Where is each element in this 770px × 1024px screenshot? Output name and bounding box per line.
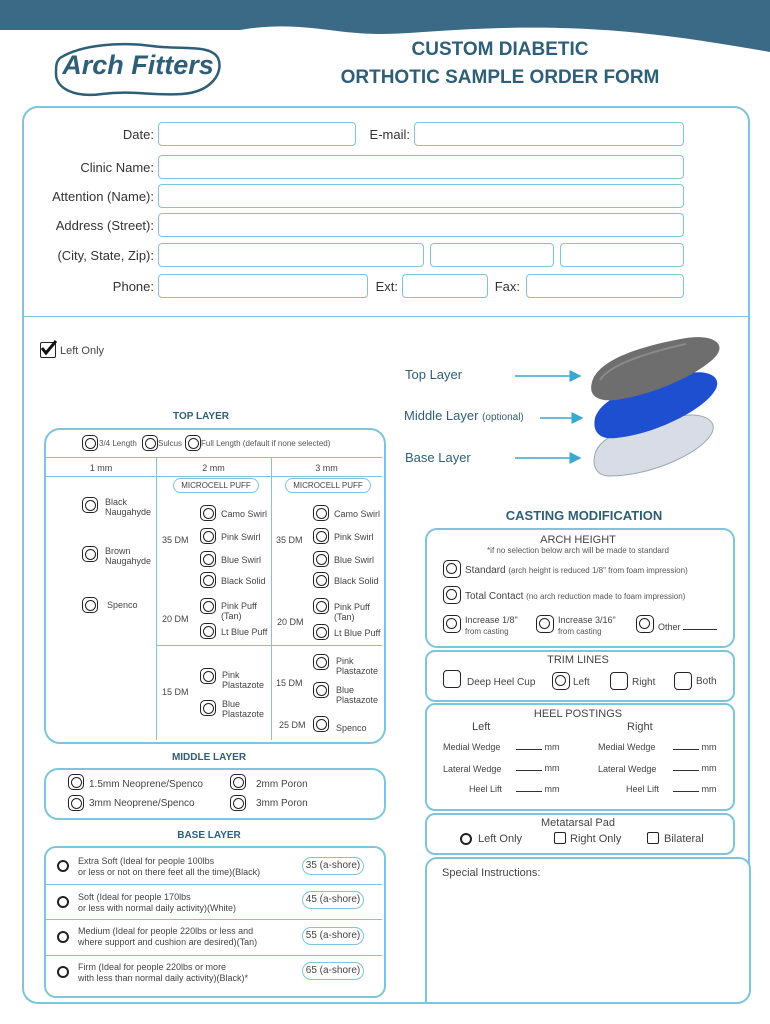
col-2mm: 2 mm: [202, 463, 225, 473]
increase-1-8-line2: from casting: [465, 627, 509, 636]
soft-line1: Soft (Ideal for people 170lbs: [78, 892, 191, 902]
metatarsal-left-only-label: Left Only: [478, 833, 523, 845]
pink-puff-2mm-label: Pink Puff (Tan): [221, 601, 257, 621]
lateral-wedge-right-label: Lateral Wedge: [598, 764, 657, 774]
ext-label: Ext:: [375, 279, 398, 294]
col-3mm: 3 mm: [315, 463, 338, 473]
metatarsal-right-only-label: Right Only: [570, 833, 622, 845]
extra-soft-label: [78, 856, 298, 878]
poron-3mm-radio[interactable]: [230, 795, 246, 811]
pink-swirl-2mm-radio[interactable]: [200, 528, 216, 544]
increase-3-16-radio[interactable]: [536, 615, 554, 633]
extra-soft-line2: or less or not on there feet all the time)(Black): [78, 867, 261, 877]
medium-shore: 55 (a-shore): [302, 927, 364, 945]
deep-heel-cup-checkbox[interactable]: [443, 670, 461, 688]
pink-puff-3mm-label: Pink Puff (Tan): [334, 602, 370, 622]
lateral-wedge-left-label: Lateral Wedge: [443, 764, 502, 774]
casting-title: CASTING MODIFICATION: [505, 508, 663, 523]
metatarsal-bilateral-label: Bilateral: [664, 833, 704, 845]
black-solid-2mm-radio[interactable]: [200, 572, 216, 588]
blue-swirl-2mm-label: Blue Swirl: [221, 555, 262, 565]
arch-height-title: ARCH HEIGHT: [540, 534, 616, 546]
camo-swirl-3mm-label: Camo Swirl: [334, 509, 381, 519]
brown-naugahyde-label: Brown Naugahyde: [105, 546, 152, 566]
heel-lift-right-field[interactable]: [673, 784, 717, 794]
soft-line2: or less with normal daily activity)(White): [78, 903, 237, 913]
lateral-wedge-right-field[interactable]: [673, 763, 717, 773]
metatarsal-left-only-radio[interactable]: [460, 833, 472, 845]
length-full-label: Full Length (default if none selected): [201, 439, 331, 448]
blue-plastazote-2mm-label: Blue Plastazote: [222, 699, 265, 719]
spenco-1mm-label: Spenco: [107, 600, 138, 610]
trim-both-checkbox[interactable]: [674, 672, 692, 690]
microcell-puff-3mm: MICROCELL PUFF: [285, 478, 371, 493]
other-radio[interactable]: [636, 615, 654, 633]
top-grid-line: [271, 457, 272, 740]
special-instructions-label: Special Instructions:: [442, 867, 541, 879]
title-line1: CUSTOM DIABETIC: [411, 39, 589, 60]
extra-soft-line1: Extra Soft (Ideal for people 100lbs: [78, 856, 215, 866]
middle-layer-title: MIDDLE LAYER: [171, 752, 247, 763]
insole-layers-illustration: [470, 330, 730, 480]
address-field[interactable]: [158, 213, 684, 237]
arch-note: *if no selection below arch will be made to standard: [487, 546, 669, 555]
metatarsal-title: Metatarsal Pad: [541, 817, 615, 829]
city-label: (City, State, Zip):: [57, 248, 154, 263]
extra-soft-shore: 35 (a-shore): [302, 857, 364, 875]
base-layer-title: BASE LAYER: [177, 830, 241, 841]
medium-radio[interactable]: [57, 931, 69, 943]
length-3-4-label: 3/4 Length: [99, 439, 137, 448]
blue-plastazote-3mm-label: Blue Plastazote: [336, 685, 379, 705]
heel-lift-left-label: Heel Lift: [469, 784, 503, 794]
length-3-4-radio[interactable]: [82, 435, 98, 451]
dm15-label-3mm: 15 DM: [276, 678, 303, 688]
poron-2mm-label: 2mm Poron: [256, 779, 308, 790]
date-label: Date:: [122, 127, 154, 142]
black-solid-3mm-radio[interactable]: [313, 572, 329, 588]
neoprene-1-5mm-radio[interactable]: [68, 774, 84, 790]
lateral-wedge-left-blank[interactable]: [516, 770, 542, 771]
mm-unit: mm: [701, 742, 717, 752]
dm20-label-2mm: 20 DM: [162, 614, 189, 624]
standard-note: (arch height is reduced 1/8" from foam impression): [508, 566, 688, 575]
total-contact-text: Total Contact: [465, 591, 524, 602]
mm-unit: mm: [544, 784, 560, 794]
pink-puff-3mm-radio[interactable]: [313, 598, 329, 614]
medium-label: [78, 926, 298, 948]
date-field[interactable]: [158, 122, 356, 146]
soft-label: [78, 892, 298, 914]
mm-unit: mm: [701, 763, 717, 773]
mm-unit: mm: [701, 784, 717, 794]
other-label: [658, 622, 717, 632]
top-grid-line: [46, 457, 382, 458]
mm-unit: mm: [544, 763, 560, 773]
checkmark-icon: [40, 339, 58, 357]
medium-line2: where support and cushion are desired)(Tan): [78, 937, 258, 947]
length-sulcus-label: Sulcus: [158, 439, 183, 448]
firm-label: [78, 962, 298, 984]
fax-label: Fax:: [494, 279, 520, 294]
lateral-wedge-right-blank[interactable]: [673, 770, 699, 771]
address-label: Address (Street):: [55, 218, 154, 233]
base-layer-label: Base Layer: [405, 450, 471, 465]
pink-plastazote-3mm-radio[interactable]: [313, 654, 329, 670]
dm35-label-2mm: 35 DM: [162, 535, 189, 545]
medial-wedge-right-label: Medial Wedge: [598, 742, 656, 752]
top-grid-line: [46, 476, 382, 477]
increase-3-16-line1: Increase 3/16": [558, 615, 616, 625]
total-contact-radio[interactable]: [443, 586, 461, 604]
pink-swirl-3mm-radio[interactable]: [313, 528, 329, 544]
middle-layer-text: Middle Layer: [404, 408, 479, 423]
trim-right-checkbox[interactable]: [610, 672, 628, 690]
blue-plastazote-2mm-radio[interactable]: [200, 700, 216, 716]
lateral-wedge-left-field[interactable]: [516, 763, 560, 773]
heel-right-header: Right: [627, 721, 653, 733]
trim-left-label: Left: [573, 677, 590, 688]
poron-3mm-label: 3mm Poron: [256, 798, 308, 809]
medial-wedge-right-field[interactable]: [673, 742, 717, 752]
heel-left-header: Left: [472, 721, 491, 733]
standard-text: Standard: [465, 565, 506, 576]
lt-blue-puff-3mm-label: Lt Blue Puff: [334, 628, 381, 638]
other-blank[interactable]: [683, 629, 717, 630]
pink-plastazote-2mm-radio[interactable]: [200, 668, 216, 684]
lt-blue-puff-2mm-radio[interactable]: [200, 623, 216, 639]
blue-swirl-3mm-radio[interactable]: [313, 551, 329, 567]
trim-right-label: Right: [632, 677, 656, 688]
medial-wedge-left-field[interactable]: [516, 742, 560, 752]
increase-1-8-line1: Increase 1/8": [465, 615, 518, 625]
top-layer-label: Top Layer: [405, 367, 463, 382]
standard-radio[interactable]: [443, 560, 461, 578]
length-sulcus-radio[interactable]: [142, 435, 158, 451]
middle-layer-note: (optional): [482, 412, 524, 423]
poron-2mm-radio[interactable]: [230, 774, 246, 790]
top-grid-line: [156, 457, 157, 740]
special-instructions-box[interactable]: [425, 857, 751, 1004]
blue-swirl-3mm-label: Blue Swirl: [334, 555, 375, 565]
soft-radio[interactable]: [57, 896, 69, 908]
phone-label: Phone:: [112, 279, 154, 294]
heel-lift-left-blank[interactable]: [516, 791, 542, 792]
base-divider: [46, 955, 382, 956]
firm-line2: with less than normal daily activity)(Black)*: [78, 973, 249, 983]
total-contact-note: (no arch reduction made to foam impression): [526, 592, 686, 601]
spenco-3mm-radio[interactable]: [313, 716, 329, 732]
zip-field[interactable]: [560, 243, 684, 267]
increase-1-8-radio[interactable]: [443, 615, 461, 633]
clinic-label: Clinic Name:: [80, 160, 154, 175]
spenco-1mm-radio[interactable]: [82, 597, 98, 613]
neoprene-1-5mm-label: 1.5mm Neoprene/Spenco: [89, 779, 203, 790]
standard-label: [465, 565, 688, 576]
heel-lift-right-blank[interactable]: [673, 791, 699, 792]
black-solid-3mm-label: Black Solid: [334, 576, 379, 586]
camo-swirl-3mm-radio[interactable]: [313, 505, 329, 521]
neoprene-3mm-radio[interactable]: [68, 795, 84, 811]
lt-blue-puff-2mm-label: Lt Blue Puff: [221, 627, 268, 637]
clinic-field[interactable]: [158, 155, 684, 179]
city-field[interactable]: [158, 243, 424, 267]
title-line2: ORTHOTIC SAMPLE ORDER FORM: [340, 67, 660, 88]
state-field[interactable]: [430, 243, 554, 267]
deep-heel-cup-label: Deep Heel Cup: [467, 677, 536, 688]
ext-field[interactable]: [402, 274, 488, 298]
left-only-label: Left Only: [60, 345, 105, 357]
medial-wedge-left-blank[interactable]: [516, 749, 542, 750]
phone-field[interactable]: [158, 274, 368, 298]
medial-wedge-right-blank[interactable]: [673, 749, 699, 750]
other-text: Other: [658, 622, 681, 632]
firm-radio[interactable]: [57, 966, 69, 978]
medial-wedge-left-label: Medial Wedge: [443, 742, 501, 752]
middle-layer-box: [44, 768, 386, 820]
fax-field[interactable]: [526, 274, 684, 298]
spenco-3mm-label: Spenco: [336, 723, 367, 733]
email-label: E-mail:: [369, 127, 410, 142]
increase-3-16-label: [558, 615, 616, 637]
base-divider: [46, 884, 382, 885]
attention-label: Attention (Name):: [52, 189, 154, 204]
increase-3-16-line2: from casting: [558, 627, 602, 636]
trim-lines-title: TRIM LINES: [547, 654, 609, 666]
left-only-checkbox[interactable]: [40, 342, 56, 358]
black-naugahyde-radio[interactable]: [82, 497, 98, 513]
base-divider: [46, 919, 382, 920]
form-title: [300, 36, 700, 92]
pink-swirl-3mm-label: Pink Swirl: [334, 532, 374, 542]
metatarsal-bilateral-checkbox[interactable]: [647, 832, 659, 844]
brown-naugahyde-radio[interactable]: [82, 546, 98, 562]
pink-puff-2mm-radio[interactable]: [200, 598, 216, 614]
firm-line1: Firm (Ideal for people 220lbs or more: [78, 962, 227, 972]
dm35-label-3mm: 35 DM: [276, 535, 303, 545]
blue-plastazote-3mm-radio[interactable]: [313, 682, 329, 698]
pink-plastazote-2mm-label: Pink Plastazote: [222, 670, 265, 690]
lt-blue-puff-3mm-radio[interactable]: [313, 624, 329, 640]
microcell-puff-2mm: MICROCELL PUFF: [173, 478, 259, 493]
blue-swirl-2mm-radio[interactable]: [200, 551, 216, 567]
pink-swirl-2mm-label: Pink Swirl: [221, 532, 261, 542]
heel-lift-right-label: Heel Lift: [626, 784, 660, 794]
camo-swirl-2mm-radio[interactable]: [200, 505, 216, 521]
neoprene-3mm-label: 3mm Neoprene/Spenco: [89, 798, 195, 809]
dm25-label: 25 DM: [279, 720, 306, 730]
medium-line1: Medium (Ideal for people 220lbs or less and: [78, 926, 254, 936]
email-field[interactable]: [414, 122, 684, 146]
increase-1-8-label: [465, 615, 518, 637]
contact-divider: [24, 316, 748, 317]
length-full-radio[interactable]: [185, 435, 201, 451]
logo: [52, 40, 224, 100]
pink-plastazote-3mm-label: Pink Plastazote: [336, 656, 379, 676]
top-layer-title: TOP LAYER: [173, 411, 229, 422]
extra-soft-radio[interactable]: [57, 860, 69, 872]
total-contact-label: [465, 591, 685, 602]
heel-postings-title: HEEL POSTINGS: [533, 708, 623, 720]
black-solid-2mm-label: Black Solid: [221, 576, 266, 586]
dm15-label: 15 DM: [162, 687, 189, 697]
logo-text: Arch Fitters: [62, 50, 214, 80]
trim-left-radio[interactable]: [552, 672, 570, 690]
mm-unit: mm: [544, 742, 560, 752]
camo-swirl-2mm-label: Camo Swirl: [221, 509, 268, 519]
trim-both-label: Both: [696, 676, 717, 687]
top-grid-line: [156, 645, 382, 646]
attention-field[interactable]: [158, 184, 684, 208]
black-naugahyde-label: Black Naugahyde: [105, 497, 152, 517]
heel-lift-left-field[interactable]: [516, 784, 560, 794]
firm-shore: 65 (a-shore): [302, 962, 364, 980]
metatarsal-right-only-checkbox[interactable]: [554, 832, 566, 844]
soft-shore: 45 (a-shore): [302, 891, 364, 909]
dm20-label-3mm: 20 DM: [277, 617, 304, 627]
col-1mm: 1 mm: [89, 463, 113, 473]
